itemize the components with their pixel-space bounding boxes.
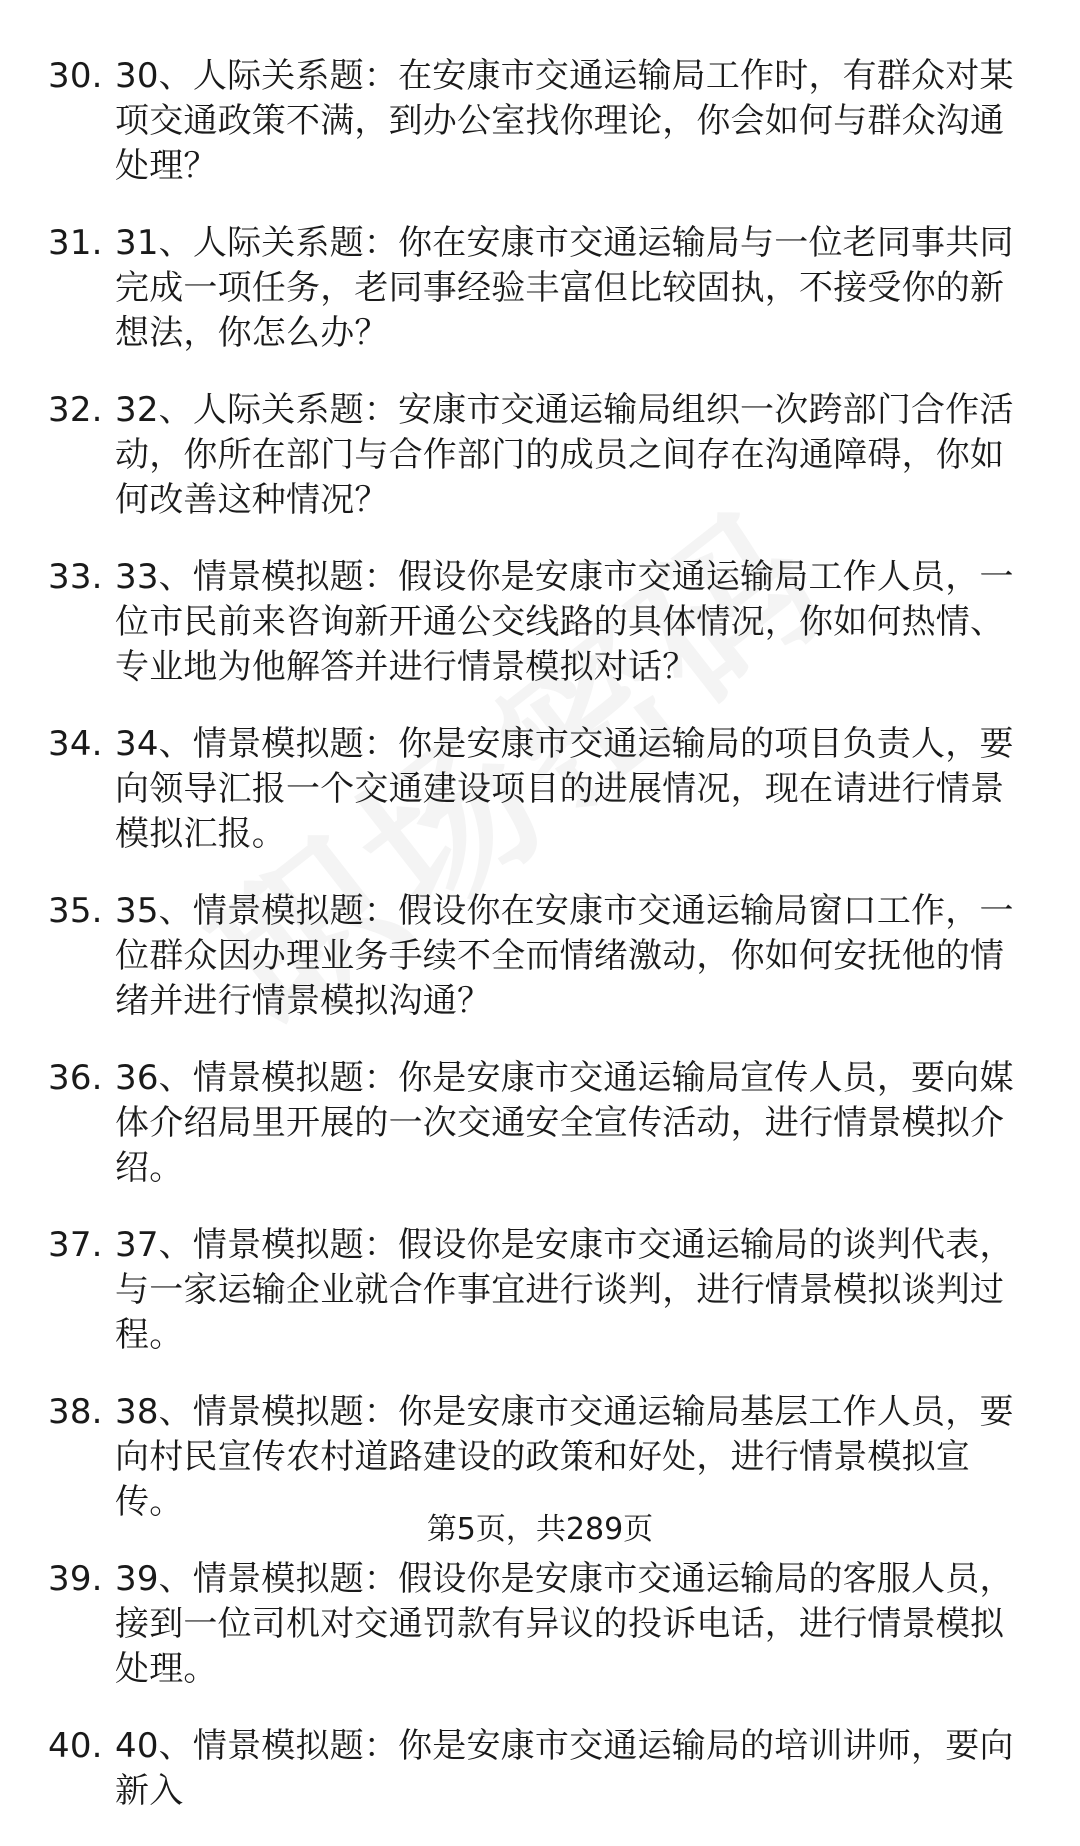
item-number: 30. xyxy=(48,56,103,96)
item-text: 32、人际关系题：安康市交通运输局组织一次跨部门合作活动，你所在部门与合作部门的成员之间存在沟通障碍，你如何改善这种情况？ xyxy=(115,390,1014,520)
list-item xyxy=(0,388,1080,523)
item-text: 37、情景模拟题：假设你是安康市交通运输局的谈判代表，与一家运输企业就合作事宜进行谈判，进行情景模拟谈判过程。 xyxy=(115,1225,1014,1355)
item-text: 35、情景模拟题：假设你在安康市交通运输局窗口工作，一位群众因办理业务手续不全而情绪激动，你如何安抚他的情绪并进行情景模拟沟通？ xyxy=(115,891,1014,1021)
list-item xyxy=(0,722,1080,857)
item-number: 35. xyxy=(48,891,103,931)
question-list xyxy=(0,54,1080,1846)
item-text: 34、情景模拟题：你是安康市交通运输局的项目负责人，要向领导汇报一个交通建设项目的进展情况，现在请进行情景模拟汇报。 xyxy=(115,724,1014,854)
list-item xyxy=(0,221,1080,356)
item-number: 40. xyxy=(48,1726,103,1766)
item-text: 30、人际关系题：在安康市交通运输局工作时，有群众对某项交通政策不满，到办公室找你理论，你会如何与群众沟通处理？ xyxy=(115,56,1014,186)
list-item xyxy=(0,1223,1080,1358)
item-number: 36. xyxy=(48,1058,103,1098)
item-text: 31、人际关系题：你在安康市交通运输局与一位老同事共同完成一项任务，老同事经验丰富但比较固执，不接受你的新想法，你怎么办？ xyxy=(115,223,1014,353)
item-number: 33. xyxy=(48,557,103,597)
item-text: 38、情景模拟题：你是安康市交通运输局基层工作人员，要向村民宣传农村道路建设的政策和好处，进行情景模拟宣传。 xyxy=(115,1392,1014,1522)
item-number: 34. xyxy=(48,724,103,764)
list-item xyxy=(0,1390,1080,1525)
item-text: 33、情景模拟题：假设你是安康市交通运输局工作人员，一位市民前来咨询新开通公交线路的具体情况，你如何热情、专业地为他解答并进行情景模拟对话？ xyxy=(115,557,1014,687)
list-item xyxy=(0,54,1080,189)
list-item xyxy=(0,1056,1080,1191)
list-item xyxy=(0,555,1080,690)
item-text: 39、情景模拟题：假设你是安康市交通运输局的客服人员，接到一位司机对交通罚款有异议的投诉电话，进行情景模拟处理。 xyxy=(115,1559,1014,1689)
item-number: 39. xyxy=(48,1559,103,1599)
list-item xyxy=(0,1557,1080,1692)
item-text: 36、情景模拟题：你是安康市交通运输局宣传人员，要向媒体介绍局里开展的一次交通安全宣传活动，进行情景模拟介绍。 xyxy=(115,1058,1014,1188)
list-item xyxy=(0,889,1080,1024)
item-text: 40、情景模拟题：你是安康市交通运输局的培训讲师，要向新入 xyxy=(115,1726,1014,1811)
page-number-footer: 第5页，共289页 xyxy=(426,1512,654,1547)
item-number: 31. xyxy=(48,223,103,263)
item-number: 37. xyxy=(48,1225,103,1265)
item-number: 38. xyxy=(48,1392,103,1432)
list-item xyxy=(0,1724,1080,1814)
item-number: 32. xyxy=(48,390,103,430)
